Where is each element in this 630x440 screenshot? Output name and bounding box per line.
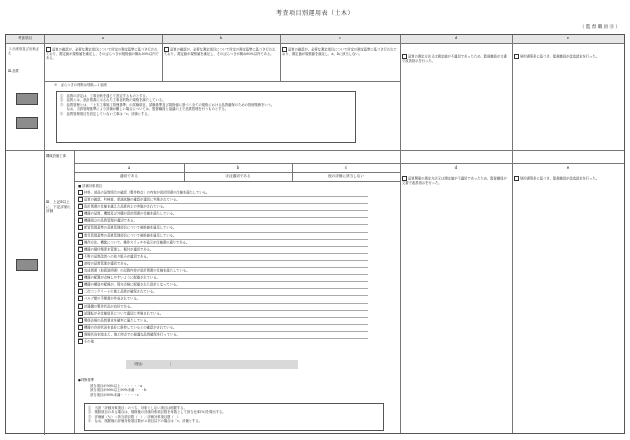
section2-left-top: 機械設備工事 [46, 154, 66, 158]
criteria-item: その他 [78, 339, 368, 345]
section1-notes-box: ① 品質の評定は、工事全般を通じて設定するものとする。 ② 品質とは、設計図書に示された工事目的物の規格を満たしている。 ③ 品質管理とは、「土木工事施工管理基準」の試験項目、試験基準及び規格値に基づく全ての規格における品質確保のための管理業務をいう。 なお、当該管理基準により評価が難しい場合については、監督職員と協議の上で品質管理を行うものとする。 ④ 品質管理項目を設定していない工事は「c」評価とする。 [56, 91, 356, 143]
header-col-e: e [566, 36, 570, 40]
criteria-item: 完成図書（取扱説明書）の記載内容が設計図書の仕様を満たしている。 [78, 268, 368, 275]
section1-cell-a: 品質の確認が、必要な測定項目について所定の測定基準に基づき行われており、測定値が規格値を満足し、そのばらつきが規格値の概ね50%以内である。 [46, 47, 159, 61]
criteria-item: 計器盤の製作状況が良好である。 [78, 304, 368, 311]
criteria-title: ■ 評価対象項目 [78, 184, 102, 188]
criteria-item: 機器の配置が点検しやすいように配慮されている。 [78, 275, 368, 282]
criteria-item: 機器の品質、機能及び外観が設計図書の仕様を満たしている。 [78, 211, 368, 218]
section2-notes-box: ① 当該「評価対象項目」のうち、対象としない項目は削除する。 ② 削除項目のある場合は、削除後の評価対象項目数を母数として該当比率(%)を算出する。 ③ 評価値（％）＝該当項目数（ ）／評価対象項目数（ ） ④ なお、削除後の評価対象項目数が４項目以下の場合は「c」評価とする。 [84, 403, 384, 431]
criteria-item: 試運転が全仕様項目について適切に実施されている。 [78, 311, 368, 318]
criteria-list [78, 190, 368, 345]
criteria-item: 現場状況を踏まえ、施工時点での最適な品質確保を行っている。 [78, 332, 368, 339]
section1-cell-e: 契約書第条に基づき、監督職員が改造請求を行った。 [514, 54, 622, 59]
section2-left-label: Ⅲ．上記Ⅱ以上に、下記評価と評価 [46, 200, 72, 214]
left-marker-2 [16, 117, 38, 129]
judge-list: 該当項目が90%以上・・・・・・a 該当項目が80%以上90%未満・・・b 該当項目が80%未満・・・・・c [90, 384, 147, 397]
header-col-d: d [454, 36, 458, 40]
criteria-item: 機器の構造や配線が、保守点検に配慮された設計となっている。 [78, 282, 368, 289]
section2-col-e: e [566, 165, 570, 170]
page-title: 考査項目別運用表（土木） [275, 10, 354, 17]
section2-text-b: ほぼ適切である [225, 174, 251, 178]
other-reason-field[interactable]: ［理由： ］ [126, 360, 298, 369]
section2-col-b: b [236, 165, 240, 170]
criteria-item: 品質の確認、吟検査、承諾試験の確認が適切に実施されている。 [78, 197, 368, 204]
criteria-item: バルブ類の手順書が作成されている。 [78, 296, 368, 303]
criteria-item: 溶接の品質管理が適切である。 [78, 261, 368, 268]
section1-cell-c: 品質の確認が、必要な測定項目について所定の測定基準に基づき行われており、測定値が規格値を満足し、a、bに該当しない。 [282, 47, 397, 56]
header-col-c: c [338, 36, 341, 40]
section2-col-c: c [344, 165, 348, 170]
checkbox-e[interactable] [514, 54, 519, 59]
evaluation-table [5, 34, 625, 434]
criteria-item: 設計図書の仕様を越えた品質向上の実施がされている。 [78, 204, 368, 211]
judge-title: ●判断基準 [78, 378, 95, 382]
criteria-item: 機器組立の品質管理が適切である。 [78, 218, 368, 225]
criteria-item: 機器の冷却状況を良好に維持しているとの確認がされている。 [78, 325, 368, 332]
criteria-item: 材料、部品の品質照合の確認（製作時点）の内容が設計図書の仕様を満たしている。 [78, 190, 368, 197]
section2-text-c: 他の評価に該当しない [328, 174, 364, 178]
left-marker-3 [16, 259, 38, 271]
section2-text-a: 適切である [120, 174, 138, 178]
section2-cell-d: 品質関係の測定方法又は測定値が不適切であったため、監督職員が文書で改善指示を行った。 [402, 176, 507, 185]
criteria-item: 機器の据付精度を管理し、据付が適切である。 [78, 247, 368, 254]
criteria-item: 不断の品質改善への取り組みが適切である。 [78, 254, 368, 261]
supervisor-label: （ 監 督 職 員 ⑪ ） [579, 25, 620, 30]
section1-label-quality: Ⅲ.品質 [8, 69, 19, 73]
section2-col-a: a [127, 165, 131, 170]
criteria-item: 電気管理基準の品質管理項目について規格値を満足している。 [78, 233, 368, 240]
header-item: 考査項目 [17, 36, 33, 40]
criteria-item: 二次コンクリートの施工品質が確保されている。 [78, 289, 368, 296]
section1-cell-b: 品質の確認が、必要な測定項目について所定の測定基準に基づき行われており、測定値が規格値を満足し、そのばらつきが概ね80%以内である。 [164, 47, 276, 56]
left-marker-1 [16, 93, 38, 105]
criteria-item: 操作方法、機能について、操作スイッチや表示が仕様書の通りである。 [78, 240, 368, 247]
criteria-item: 配管管理基準の品質管理項目について規格値を満足している。 [78, 225, 368, 232]
section2-col-d: d [454, 165, 458, 170]
section2-cell-e: 契約書第条に基づき、監督職員が改造請求を行った。 [514, 176, 622, 181]
header-col-a: a [101, 36, 105, 40]
section1-cell-d: 品質の測定方法又は測定値が不適切であったため、監督職員が文書で改善指示を行った。 [402, 54, 507, 63]
section1-label-item: ３.出来形及び出来ばえ [8, 47, 39, 56]
checkbox-section2-e[interactable] [514, 176, 519, 181]
header-col-b: b [219, 36, 223, 40]
section1-note-title: ※ ばらつきの判断は別紙―１参照 [54, 83, 107, 87]
criteria-item: 関係法規の品質要求を確実に満たしている。 [78, 318, 368, 325]
